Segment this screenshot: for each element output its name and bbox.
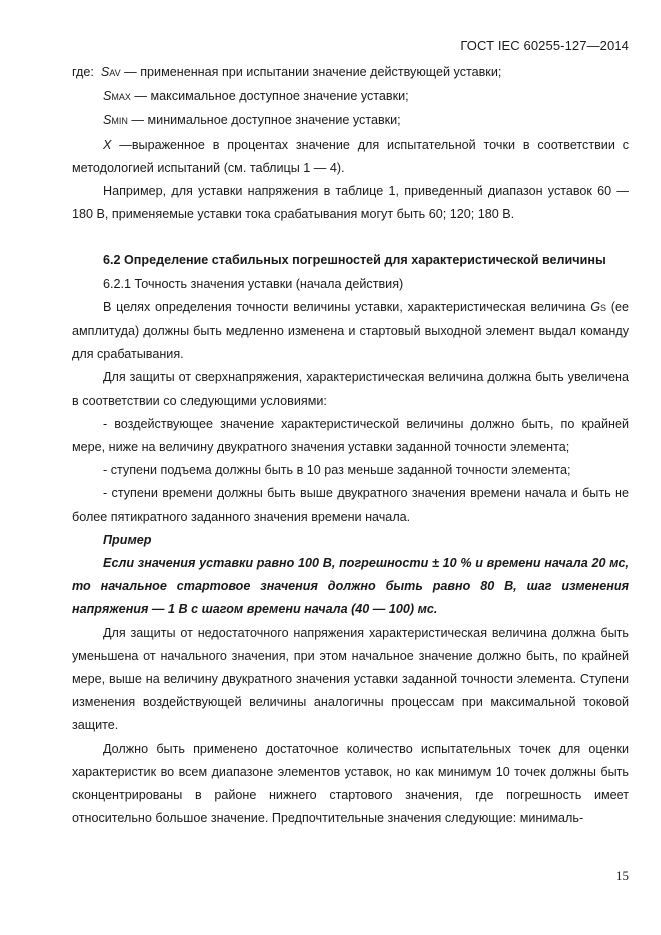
example-title: Пример (103, 532, 152, 547)
paragraph-text-after: (ее амплитуда) должны быть медленно изменена и стартовый выходной элемент выдал команду для срабатывания. (72, 299, 629, 362)
section-heading: 6.2 Определение стабильных погрешностей для характеристической величины (103, 253, 606, 268)
definition-sav (72, 61, 629, 85)
paragraph-test-points: Должно быть применено достаточное количество испытательных точек для оценки характеристик во всем диапазоне элементов уставок, но как минимум 10 точек должны быть сконцентрированы в районе нижнего стартового значения, где погрешность имеет относительно большое значение. Предпочтительные значения следующие: минималь- (72, 741, 629, 826)
subsection-heading: 6.2.1 Точность значения уставки (начала действия) (103, 276, 404, 291)
spacer (72, 226, 629, 249)
definition-x-text: —выраженное в процентах значение для испытательной точки в соответствии с методологией испытаний (см. таблицы 1 — 4). (72, 137, 629, 175)
paragraph-text-before: В целях определения точности величины уставки, характеристическая величина (103, 299, 591, 314)
definition-prefix: где: (72, 65, 94, 79)
definition-smin (72, 109, 629, 133)
definition-smax-text: — максимальное доступное значение уставки; (130, 89, 409, 104)
symbol-s: S (100, 65, 110, 79)
symbol-g: G (590, 299, 601, 314)
page-body (72, 61, 629, 831)
example-body: Если значения уставки равно 100 В, погрешности ± 10 % и времени начала 20 мс, то начальное стартовое значения должно быть равно 80 В, шаг изменения напряжения — 1 В с шагом времени начала (40 — 100) мс. (72, 556, 629, 617)
subscript-min: MIN (111, 116, 128, 127)
list-item: - воздействующее значение характеристической величины должно быть, по крайней мере, ниже на величину двукратного значения уставки заданной точности элемента; (72, 416, 629, 455)
subscript-av: AV (109, 68, 121, 78)
subscript-s: S (600, 302, 607, 313)
symbol-s: S (103, 113, 112, 128)
subscript-max: MAX (111, 92, 131, 103)
example-paragraph: Например, для уставки напряжения в таблице 1, приведенный диапазон уставок 60 — 180 В, применяемые уставки тока срабатывания могут быть 60; 120; 180 В. (72, 184, 629, 222)
definition-smax (72, 85, 629, 109)
list-item: - ступени времени должны быть выше двукратного значения времени начала и быть не более пятикратного заданного значения времени начала. (72, 486, 629, 524)
paragraph-setting-accuracy (72, 296, 629, 367)
page-number: 15 (616, 868, 629, 883)
definition-sav-text: — примененная при испытании значение действующей уставки; (120, 65, 502, 79)
paragraph-undervoltage: Для защиты от недостаточного напряжения характеристическая величина должна быть уменьшена от начального значения, при этом начальное значение должно быть, по крайней мере, выше на величину двукратного значения уставки заданной точности элемента. Ступени изменения воздействующей величины аналогичны процессам при максимальной токовой защите. (72, 625, 629, 733)
paragraph-overvoltage: Для защиты от сверхнапряжения, характеристическая величина должна быть увеличена в соответствии со следующими условиями: (72, 370, 629, 408)
definition-smin-text: — минимальное доступное значение уставки; (127, 113, 401, 128)
standard-code-header: ГОСТ IEC 60255-127—2014 (460, 38, 629, 53)
definition-x (72, 134, 629, 180)
symbol-x: X (103, 137, 112, 152)
list-item: - ступени подъема должны быть в 10 раз меньше заданной точности элемента; (103, 463, 571, 478)
symbol-s: S (103, 89, 112, 104)
